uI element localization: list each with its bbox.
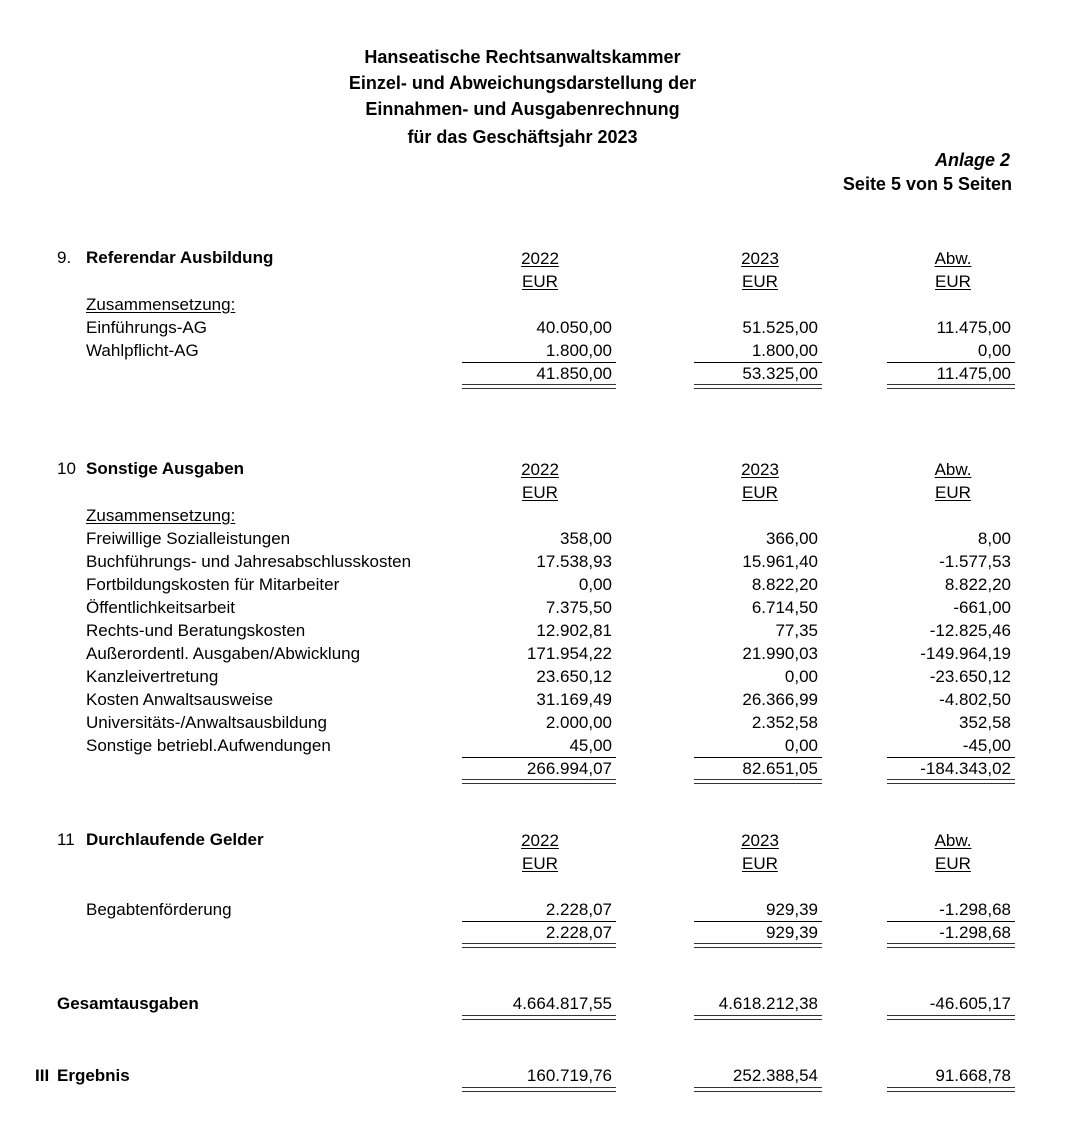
value-2022: 31.169,49 [536,690,612,709]
currency-label: EUR [522,483,558,502]
value-abw: 8,00 [977,529,1011,548]
result-abw: 91.668,78 [935,1066,1011,1085]
total-2023: 82.651,05 [742,759,818,778]
appendix-label: Anlage 2 [934,150,1010,170]
value-2022: 2.000,00 [545,713,612,732]
double-underline [694,779,822,784]
row-label: Universitäts-/Anwaltsausbildung [86,713,327,732]
value-2023: 8.822,20 [751,575,818,594]
total-abw: -1.298,68 [939,923,1011,942]
value-abw: -45,00 [962,736,1011,755]
value-abw: -1.577,53 [939,552,1011,571]
value-2023: 1.800,00 [751,341,818,360]
value-2022: 40.050,00 [536,318,612,337]
document-title-line-3: Einnahmen- und Ausgabenrechnung [365,99,680,119]
grand-total-label: Gesamtausgaben [57,994,199,1013]
total-2022: 41.850,00 [536,364,612,383]
row-label: Kosten Anwaltsausweise [86,690,274,709]
double-underline [462,943,616,948]
total-abw: 11.475,00 [936,364,1011,383]
currency-label: EUR [935,272,971,291]
value-2022: 17.538,93 [536,552,612,571]
currency-label: EUR [742,272,778,291]
double-underline [694,1015,822,1020]
double-underline [887,384,1015,389]
row-label: Freiwillige Sozialleistungen [86,529,291,548]
currency-label: EUR [935,854,971,873]
column-header-2023: 2023 [741,249,779,268]
section-title: Sonstige Ausgaben [86,459,245,478]
value-abw: -4.802,50 [939,690,1011,709]
double-underline [462,1015,616,1020]
grand-total-2023: 4.618.212,38 [718,994,818,1013]
value-2022: 0,00 [578,575,612,594]
grand-total-abw: -46.605,17 [929,994,1011,1013]
double-underline [462,384,616,389]
double-underline [887,943,1015,948]
value-2023: 6.714,50 [751,598,818,617]
total-abw: -184.343,02 [920,759,1011,778]
double-underline [694,1087,822,1092]
document-title-line-1: Hanseatische Rechtsanwaltskammer [364,47,681,67]
double-underline [462,779,616,784]
value-2022: 45,00 [569,736,612,755]
value-2022: 358,00 [560,529,612,548]
row-label: Sonstige betriebl.Aufwendungen [86,736,331,755]
value-2022: 2.228,07 [545,900,612,919]
subheading: Zusammensetzung: [86,295,236,314]
value-abw: -149.964,19 [920,644,1011,663]
column-header-2022: 2022 [521,460,559,479]
double-underline [462,1087,616,1092]
subheading: Zusammensetzung: [86,506,236,525]
double-underline [887,1015,1015,1020]
result-2022: 160.719,76 [526,1066,612,1085]
value-2023: 15.961,40 [742,552,818,571]
value-abw: -23.650,12 [929,667,1011,686]
double-underline [887,779,1015,784]
double-underline [887,1087,1015,1092]
currency-label: EUR [522,854,558,873]
value-2023: 0,00 [784,736,818,755]
row-label: Fortbildungskosten für Mitarbeiter [86,575,340,594]
currency-label: EUR [742,854,778,873]
value-2022: 23.650,12 [536,667,612,686]
value-abw: 352,58 [959,713,1011,732]
total-2022: 266.994,07 [526,759,612,778]
value-2023: 0,00 [784,667,818,686]
document-title-line-4: für das Geschäftsjahr 2023 [407,127,638,147]
column-header-2022: 2022 [521,831,559,850]
result-label: Ergebnis [57,1066,130,1085]
value-abw: 0,00 [977,341,1011,360]
value-abw: 11.475,00 [936,318,1011,337]
total-2023: 929,39 [766,923,818,942]
row-label: Wahlpflicht-AG [86,341,199,360]
section-title: Referendar Ausbildung [86,248,274,267]
value-abw: -12.825,46 [929,621,1011,640]
value-2023: 77,35 [775,621,818,640]
section-number: 9. [57,248,72,267]
value-abw: 8.822,20 [944,575,1011,594]
row-label: Buchführungs- und Jahresabschlusskosten [86,552,412,571]
value-2023: 21.990,03 [742,644,818,663]
column-header-abw: Abw. [934,831,972,850]
section-number: 10 [57,459,76,478]
double-underline [694,943,822,948]
column-header-2023: 2023 [741,460,779,479]
column-header-2022: 2022 [521,249,559,268]
value-abw: -661,00 [953,598,1011,617]
column-header-abw: Abw. [934,249,972,268]
total-2022: 2.228,07 [545,923,612,942]
row-label: Begabtenförderung [86,900,232,919]
row-label: Kanzleivertretung [86,667,219,686]
grand-total-2022: 4.664.817,55 [512,994,612,1013]
value-2022: 1.800,00 [545,341,612,360]
value-2023: 929,39 [766,900,818,919]
value-2022: 7.375,50 [545,598,612,617]
currency-label: EUR [742,483,778,502]
row-label: Öffentlichkeitsarbeit [86,598,235,617]
value-2023: 366,00 [766,529,818,548]
row-label: Außerordentl. Ausgaben/Abwicklung [86,644,361,663]
section-title: Durchlaufende Gelder [86,830,264,849]
row-label: Rechts-und Beratungskosten [86,621,306,640]
page-number: Seite 5 von 5 Seiten [842,174,1012,194]
row-label: Einführungs-AG [86,318,207,337]
currency-label: EUR [935,483,971,502]
section-number: 11 [57,830,75,849]
total-2023: 53.325,00 [742,364,818,383]
column-header-2023: 2023 [741,831,779,850]
double-underline [694,384,822,389]
value-2023: 2.352,58 [751,713,818,732]
document-title-line-2: Einzel- und Abweichungsdarstellung der [348,73,697,93]
value-abw: -1.298,68 [939,900,1011,919]
result-2023: 252.388,54 [732,1066,818,1085]
currency-label: EUR [522,272,558,291]
result-number: III [35,1066,50,1085]
value-2022: 12.902,81 [536,621,612,640]
value-2023: 51.525,00 [742,318,818,337]
value-2022: 171.954,22 [526,644,612,663]
column-header-abw: Abw. [934,460,972,479]
value-2023: 26.366,99 [742,690,818,709]
